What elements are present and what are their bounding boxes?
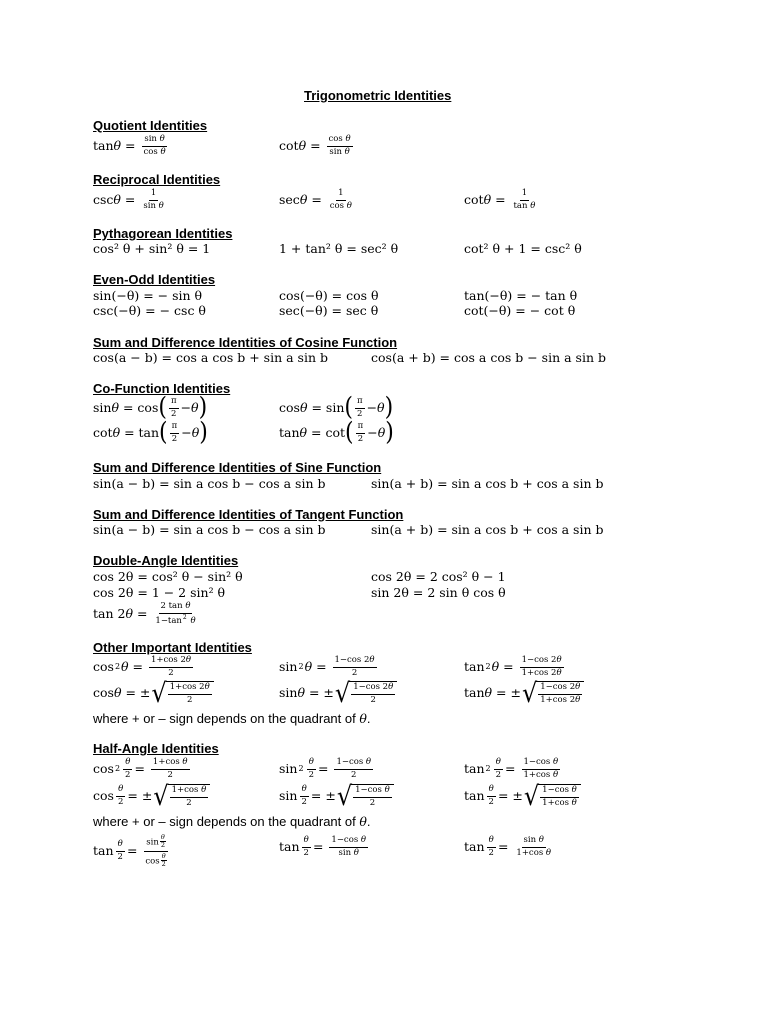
formula-pythagorean-2: 1 + tan² θ = sec² θ: [279, 241, 399, 256]
formula-other-cos-squared: cos 2 θ = $\frac{1+\cos 2\theta}{2}$: [93, 655, 192, 678]
formula-csc-reciprocal: csc θ = $\frac{1}{\text{sin θ}}$: [93, 188, 164, 211]
formula-other-tan-squared: tan 2 θ = $\frac{1-\cos 2\theta}{1+\cos 2\theta}$: [464, 655, 562, 678]
formula-cofunction-cos: cos θ = sin ( $\frac{\pi}{2}$ − θ ): [279, 393, 394, 423]
heading-quotient: Quotient Identities: [93, 118, 208, 133]
formula-double-cos-3: cos 2θ = 1 − 2 sin² θ: [93, 585, 226, 600]
formula-other-cos-root: cos θ = ± √ $\frac{1+\cos 2\theta}{2}$: [93, 681, 214, 706]
page-title: Trigonometric Identities: [304, 88, 452, 103]
formula-cot-reciprocal: cot θ = $\frac{1}{\text{tan θ}}$: [464, 188, 536, 211]
formula-half-tan-root: tan $\frac{\theta}{2}$ = ± √ $\frac{\text{1−cos θ}}{\text{1+cos θ}}$: [464, 784, 581, 809]
heading-other-important: Other Important Identities: [93, 640, 252, 655]
heading-co-function: Co-Function Identities: [93, 381, 231, 396]
formula-even-odd-sec: sec(−θ) = sec θ: [279, 303, 379, 318]
heading-sum-diff-tangent: Sum and Difference Identities of Tangent Function: [93, 507, 404, 522]
formula-double-cos-1: cos 2θ = cos² θ − sin² θ: [93, 569, 243, 584]
formula-half-tan-sin-over-one-plus-cos: tan $\frac{\theta}{2}$ = $\frac{\text{sin θ}}{\text{1+cos θ}}$: [464, 835, 552, 858]
formula-half-sin-root: sin $\frac{\theta}{2}$ = ± √ $\frac{\text{1−cos θ}}{2}$: [279, 784, 394, 809]
formula-other-tan-root: tan θ = ± √ $\frac{1-\cos 2\theta}{1+\cos 2\theta}$: [464, 681, 584, 706]
heading-double-angle: Double-Angle Identities: [93, 553, 239, 568]
formula-pythagorean-1: cos² θ + sin² θ = 1: [93, 241, 211, 256]
formula-double-sin: sin 2θ = 2 sin θ cos θ: [371, 585, 506, 600]
formula-even-odd-cos: cos(−θ) = cos θ: [279, 288, 379, 303]
formula-half-tan-sin-over-cos: tan $\frac{\theta}{2}$ = sin $\frac{\theta}{2}$ cos $\frac{\theta}{2}$: [93, 834, 171, 869]
formula-tan-section-difference: sin(a − b) = sin a cos b − cos a sin b: [93, 522, 326, 537]
formula-even-odd-sin: sin(−θ) = − sin θ: [93, 288, 203, 303]
formula-sec-reciprocal: sec θ = $\frac{1}{\text{cos θ}}$: [279, 188, 352, 211]
heading-even-odd: Even-Odd Identities: [93, 272, 216, 287]
formula-sin-difference: sin(a − b) = sin a cos b − cos a sin b: [93, 476, 326, 491]
formula-half-tan-squared: tan 2 $\frac{\theta}{2}$ = $\frac{\text{1−cos θ}}{\text{1+cos θ}}$: [464, 757, 559, 780]
formula-cofunction-cot: cot θ = tan ( $\frac{\pi}{2}$ − θ ): [93, 418, 208, 448]
formula-cos-difference: cos(a − b) = cos a cos b + sin a sin b: [93, 350, 328, 365]
formula-even-odd-tan: tan(−θ) = − tan θ: [464, 288, 578, 303]
heading-sum-diff-cosine: Sum and Difference Identities of Cosine Function: [93, 335, 398, 350]
formula-even-odd-cot: cot(−θ) = − cot θ: [464, 303, 576, 318]
formula-pythagorean-3: cot² θ + 1 = csc² θ: [464, 241, 582, 256]
formula-double-tan: tan 2 θ = $\frac{\text{2 tan θ}}{1-\tan^2 \theta}$: [93, 601, 196, 626]
formula-other-sin-root: sin θ = ± √ $\frac{1-\cos 2\theta}{2}$: [279, 681, 397, 706]
formula-double-cos-2: cos 2θ = 2 cos² θ − 1: [371, 569, 506, 584]
formula-other-sin-squared: sin 2 θ = $\frac{1-\cos 2\theta}{2}$: [279, 655, 375, 678]
heading-half-angle: Half-Angle Identities: [93, 741, 219, 756]
formula-half-tan-one-minus-cos: tan $\frac{\theta}{2}$ = $\frac{\text{1−cos θ}}{\text{sin θ}}$: [279, 835, 367, 858]
formula-tan-quotient: tan θ = $\frac{\text{sin θ}}{\text{cos θ}}$: [93, 134, 166, 157]
formula-cofunction-sin: sin θ = cos ( $\frac{\pi}{2}$ − θ ): [93, 393, 208, 423]
formula-cot-quotient: cot θ = $\frac{\text{cos θ}}{\text{sin θ}}$: [279, 134, 351, 157]
formula-cofunction-tan: tan θ = cot ( $\frac{\pi}{2}$ − θ ): [279, 418, 394, 448]
sign-note-other: where + or – sign depends on the quadrant of θ.: [93, 711, 371, 726]
formula-half-cos-squared: cos 2 $\frac{\theta}{2}$ = $\frac{\text{1+cos θ}}{2}$: [93, 757, 188, 780]
formula-sin-sum: sin(a + b) = sin a cos b + cos a sin b: [371, 476, 604, 491]
heading-sum-diff-sine: Sum and Difference Identities of Sine Function: [93, 460, 382, 475]
heading-reciprocal: Reciprocal Identities: [93, 172, 221, 187]
formula-tan-section-sum: sin(a + b) = sin a cos b + cos a sin b: [371, 522, 604, 537]
formula-cos-sum: cos(a + b) = cos a cos b − sin a sin b: [371, 350, 606, 365]
heading-pythagorean: Pythagorean Identities: [93, 226, 233, 241]
formula-half-sin-squared: sin 2 $\frac{\theta}{2}$ = $\frac{\text{1−cos θ}}{2}$: [279, 757, 372, 780]
sign-note-half-angle: where + or – sign depends on the quadrant of θ.: [93, 814, 371, 829]
formula-even-odd-csc: csc(−θ) = − csc θ: [93, 303, 206, 318]
formula-half-cos-root: cos $\frac{\theta}{2}$ = ± √ $\frac{\text{1+cos θ}}{2}$: [93, 784, 210, 809]
